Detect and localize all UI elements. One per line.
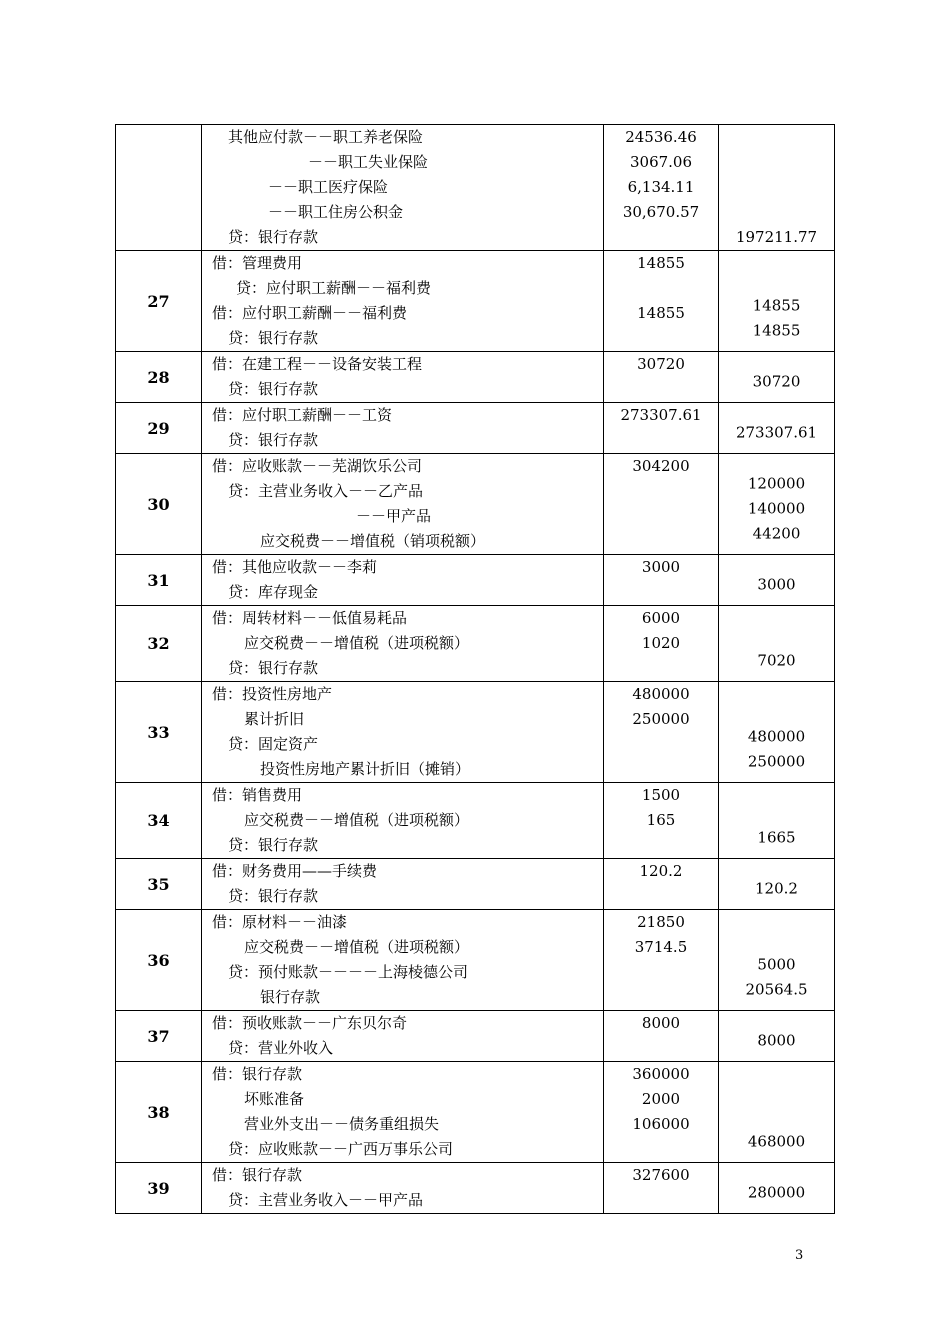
- credit-amount: [719, 682, 834, 707]
- credit-column: [719, 783, 835, 859]
- credit-amount: 5000: [757, 955, 796, 974]
- account-line: －－职工医疗保险: [268, 178, 389, 196]
- journal-entry: [116, 910, 835, 1011]
- account-line: 贷：应付职工薪酬－－福利费: [236, 279, 432, 297]
- account-line: 借：原材料－－油漆: [212, 913, 348, 931]
- account-column: [202, 125, 604, 251]
- credit-amount: 197211.77: [735, 228, 818, 246]
- debit-amount: [604, 884, 718, 909]
- account-line: －－职工住房公积金: [268, 203, 404, 221]
- credit-amount: [719, 783, 834, 808]
- journal-entry: [116, 352, 835, 403]
- journal-entry: [116, 251, 835, 352]
- account-line: 贷：银行存款: [228, 329, 319, 347]
- account-line: 借：应付职工薪酬－－福利费: [212, 304, 408, 322]
- credit-amount: 120000: [747, 474, 806, 493]
- credit-column: [719, 859, 835, 910]
- debit-column: [604, 403, 719, 454]
- credit-column: [719, 1011, 835, 1062]
- credit-column: [719, 1062, 835, 1163]
- credit-amount: 250000: [747, 752, 806, 771]
- entry-number: 33: [116, 682, 202, 783]
- entry-number: 35: [116, 859, 202, 910]
- entry-number: 36: [116, 910, 202, 1011]
- account-column: [202, 403, 604, 454]
- credit-amount: 20564.5: [745, 980, 808, 999]
- account-line: 贷：银行存款: [228, 836, 319, 854]
- account-line: 应交税费－－增值税（进项税额）: [244, 811, 470, 829]
- debit-column: [604, 682, 719, 783]
- credit-amount: 14855: [752, 321, 801, 340]
- account-line: 借：销售费用: [212, 786, 303, 804]
- account-line: 应交税费－－增值税（进项税额）: [244, 634, 470, 652]
- account-column: [202, 352, 604, 403]
- account-column: [202, 251, 604, 352]
- journal-entry: [116, 1062, 835, 1163]
- credit-amount: [719, 125, 834, 150]
- debit-amount: [604, 479, 718, 504]
- debit-column: [604, 1163, 719, 1214]
- entry-number: 38: [116, 1062, 202, 1163]
- debit-amount: [604, 960, 718, 985]
- credit-column: [719, 682, 835, 783]
- debit-amount: 3000: [641, 558, 681, 576]
- page-number: 3: [795, 1248, 804, 1263]
- debit-amount: [604, 580, 718, 605]
- debit-amount: 304200: [632, 457, 690, 475]
- credit-amount: 468000: [747, 1132, 806, 1151]
- debit-amount: [604, 833, 718, 858]
- credit-amount: 7020: [757, 651, 796, 670]
- debit-amount: [604, 1188, 718, 1213]
- credit-amount: 1665: [757, 828, 796, 847]
- debit-amount: [604, 757, 718, 782]
- account-line: 借：应收账款－－芜湖饮乐公司: [212, 457, 423, 475]
- credit-amount: [719, 175, 834, 200]
- account-line: 银行存款: [260, 988, 321, 1006]
- debit-amount: 14855: [637, 304, 685, 322]
- journal-entry: [116, 682, 835, 783]
- credit-amount: 480000: [747, 727, 806, 746]
- debit-amount: [604, 276, 718, 301]
- account-column: [202, 454, 604, 555]
- debit-column: [604, 454, 719, 555]
- credit-amount: [719, 150, 834, 175]
- account-line: 贷：营业外收入: [228, 1039, 334, 1057]
- debit-amount: [604, 529, 718, 554]
- account-line: 贷：主营业务收入－－甲产品: [228, 1191, 424, 1209]
- account-line: 借：其他应收款－－李莉: [212, 558, 378, 576]
- debit-amount: [604, 326, 718, 351]
- credit-column: [719, 352, 835, 403]
- credit-amount: [719, 200, 834, 225]
- credit-amount: 120.2: [755, 879, 798, 898]
- credit-amount: [719, 1087, 834, 1112]
- credit-amount: 44200: [752, 524, 801, 543]
- account-line: 贷：应收账款－－广西万事乐公司: [228, 1140, 454, 1158]
- account-column: [202, 1163, 604, 1214]
- account-line: 借：周转材料－－低值易耗品: [212, 609, 408, 627]
- debit-amount: 480000: [632, 685, 690, 703]
- credit-column: [719, 1163, 835, 1214]
- debit-column: [604, 859, 719, 910]
- account-line: 贷：库存现金: [228, 583, 319, 601]
- account-line: 贷：主营业务收入－－乙产品: [228, 482, 424, 500]
- account-line: 营业外支出－－债务重组损失: [244, 1115, 440, 1133]
- debit-amount: 30720: [637, 355, 685, 373]
- debit-amount: 360000: [632, 1065, 690, 1083]
- entry-number: 32: [116, 606, 202, 682]
- account-line: 应交税费－－增值税（销项税额）: [260, 532, 486, 550]
- debit-amount: [604, 656, 718, 681]
- entry-number: 27: [116, 251, 202, 352]
- debit-column: [604, 783, 719, 859]
- debit-amount: 120.2: [639, 862, 683, 880]
- debit-amount: 6,134.11: [627, 178, 695, 196]
- debit-column: [604, 910, 719, 1011]
- account-line: 贷：银行存款: [228, 431, 319, 449]
- journal-entry: [116, 859, 835, 910]
- debit-amount: 3714.5: [634, 938, 688, 956]
- account-column: [202, 783, 604, 859]
- debit-column: [604, 352, 719, 403]
- debit-amount: 24536.46: [625, 128, 697, 146]
- debit-amount: 1020: [641, 634, 681, 652]
- account-line: 贷：银行存款: [228, 380, 319, 398]
- journal-entry: [116, 125, 835, 251]
- debit-amount: [604, 504, 718, 529]
- debit-amount: 3067.06: [629, 153, 693, 171]
- debit-amount: [604, 1137, 718, 1162]
- credit-amount: 140000: [747, 499, 806, 518]
- credit-column: [719, 251, 835, 352]
- debit-amount: 273307.61: [620, 406, 702, 424]
- debit-amount: 21850: [637, 913, 685, 931]
- debit-amount: [604, 1036, 718, 1061]
- credit-column: [719, 403, 835, 454]
- account-line: 累计折旧: [244, 710, 305, 728]
- credit-amount: [719, 606, 834, 631]
- credit-amount: 14855: [752, 296, 801, 315]
- debit-amount: 165: [646, 811, 676, 829]
- journal-entry: [116, 1011, 835, 1062]
- account-column: [202, 555, 604, 606]
- account-column: [202, 682, 604, 783]
- account-line: 借：银行存款: [212, 1065, 303, 1083]
- journal-entry: [116, 403, 835, 454]
- credit-column: [719, 555, 835, 606]
- credit-column: [719, 125, 835, 251]
- account-line: 借：应付职工薪酬－－工资: [212, 406, 393, 424]
- account-column: [202, 1011, 604, 1062]
- debit-amount: 327600: [632, 1166, 690, 1184]
- debit-amount: 14855: [637, 254, 685, 272]
- debit-column: [604, 125, 719, 251]
- account-column: [202, 910, 604, 1011]
- entry-number: 34: [116, 783, 202, 859]
- account-line: －－甲产品: [356, 507, 432, 525]
- debit-amount: 2000: [641, 1090, 681, 1108]
- credit-amount: 273307.61: [735, 423, 818, 442]
- account-line: 贷：银行存款: [228, 228, 319, 246]
- credit-amount: 280000: [747, 1183, 806, 1202]
- debit-amount: [604, 377, 718, 402]
- journal-entry-table: [115, 124, 835, 1214]
- journal-entry: [116, 555, 835, 606]
- entry-number: [116, 125, 202, 251]
- debit-amount: 1500: [641, 786, 681, 804]
- journal-entry: [116, 606, 835, 682]
- account-line: 贷：预付账款－－－－上海棱德公司: [228, 963, 469, 981]
- debit-amount: 106000: [632, 1115, 690, 1133]
- debit-column: [604, 1062, 719, 1163]
- credit-amount: [719, 910, 834, 935]
- debit-amount: 8000: [641, 1014, 681, 1032]
- credit-amount: [719, 1062, 834, 1087]
- account-line: －－职工失业保险: [308, 153, 429, 171]
- account-column: [202, 859, 604, 910]
- entry-number: 30: [116, 454, 202, 555]
- journal-entry: [116, 1163, 835, 1214]
- account-column: [202, 606, 604, 682]
- account-line: 贷：银行存款: [228, 887, 319, 905]
- credit-column: [719, 606, 835, 682]
- debit-amount: 30,670.57: [622, 203, 700, 221]
- debit-amount: [604, 428, 718, 453]
- debit-column: [604, 1011, 719, 1062]
- account-line: 借：在建工程－－设备安装工程: [212, 355, 423, 373]
- entry-number: 28: [116, 352, 202, 403]
- credit-column: [719, 910, 835, 1011]
- account-line: 借：银行存款: [212, 1166, 303, 1184]
- entry-number: 37: [116, 1011, 202, 1062]
- credit-amount: 8000: [757, 1031, 796, 1050]
- debit-column: [604, 555, 719, 606]
- account-line: 坏账准备: [244, 1090, 305, 1108]
- journal-body: [116, 125, 835, 1214]
- journal-entry: [116, 454, 835, 555]
- entry-number: 31: [116, 555, 202, 606]
- entry-number: 39: [116, 1163, 202, 1214]
- account-line: 贷：固定资产: [228, 735, 319, 753]
- debit-column: [604, 606, 719, 682]
- debit-amount: [604, 732, 718, 757]
- account-line: 贷：银行存款: [228, 659, 319, 677]
- account-line: 借：投资性房地产: [212, 685, 333, 703]
- account-column: [202, 1062, 604, 1163]
- account-line: 借：管理费用: [212, 254, 303, 272]
- debit-amount: [604, 985, 718, 1010]
- account-line: 借：预收账款－－广东贝尔奇: [212, 1014, 408, 1032]
- debit-column: [604, 251, 719, 352]
- account-line: 借：财务费用——手续费: [212, 862, 378, 880]
- account-line: 应交税费－－增值税（进项税额）: [244, 938, 470, 956]
- entry-number: 29: [116, 403, 202, 454]
- journal-entry: [116, 783, 835, 859]
- credit-column: [719, 454, 835, 555]
- debit-amount: 6000: [641, 609, 681, 627]
- debit-amount: 250000: [632, 710, 690, 728]
- credit-amount: [719, 251, 834, 276]
- account-line: 投资性房地产累计折旧（摊销）: [260, 760, 471, 778]
- credit-amount: 3000: [757, 575, 796, 594]
- account-line: 其他应付款－－职工养老保险: [228, 128, 424, 146]
- debit-amount: [604, 225, 718, 250]
- credit-amount: 30720: [752, 372, 801, 391]
